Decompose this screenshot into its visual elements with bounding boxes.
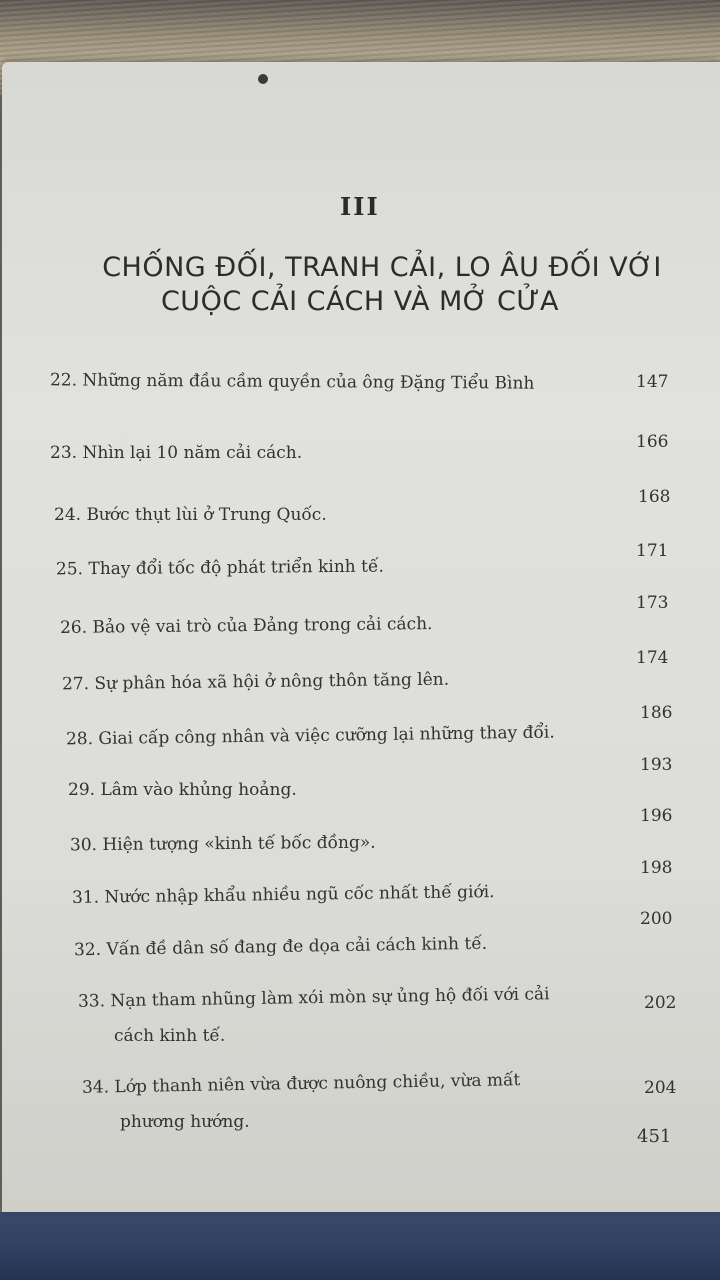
toc-page-28: 186 <box>640 703 673 723</box>
toc-entry-34-continued: phương hướng. <box>120 1112 250 1132</box>
toc-entry-25: 25. Thay đổi tốc độ phát triển kinh tế. <box>55 556 384 580</box>
toc-entry-28: 28. Giai cấp công nhân và việc cưỡng lại những thay đổi. <box>65 722 555 750</box>
toc-entry-24: 24. Bước thụt lùi ở Trung Quốc. <box>54 505 327 525</box>
toc-page-23: 166 <box>636 432 669 452</box>
toc-entry-33-continued: cách kinh tế. <box>114 1026 226 1046</box>
page-number: 451 <box>637 1126 672 1147</box>
toc-page-22: 147 <box>636 372 669 392</box>
toc-entry-32: 32. Vấn đề dân số đang đe dọa cải cách kinh tế. <box>73 933 488 961</box>
toc-page-33: 202 <box>644 993 677 1013</box>
toc-page-34: 204 <box>644 1078 677 1098</box>
chapter-title-line-1: CHỐNG ĐỐI, TRANH CẢI, LO ÂU ĐỐI VỚI <box>102 252 662 283</box>
toc-page-25: 171 <box>636 541 669 561</box>
toc-entry-23: 23. Nhìn lại 10 năm cải cách. <box>50 443 303 463</box>
section-numeral: III <box>340 192 380 221</box>
ink-spot <box>258 74 268 84</box>
toc-entry-34: 34. Lớp thanh niên vừa được nuông chiều, vừa mất <box>81 1070 521 1098</box>
toc-page-31: 198 <box>640 858 673 878</box>
toc-page-32: 200 <box>640 909 673 929</box>
toc-entry-27: 27. Sự phân hóa xã hội ở nông thôn tăng lên. <box>61 669 450 695</box>
toc-entry-31: 31. Nước nhập khẩu nhiều ngũ cốc nhất thế giới. <box>71 882 495 908</box>
toc-page-30: 196 <box>640 806 673 826</box>
toc-page-24: 168 <box>638 487 671 507</box>
toc-entry-33: 33. Nạn tham nhũng làm xói mòn sự ủng hộ đối với cải <box>77 984 550 1012</box>
background-surface <box>0 1212 720 1280</box>
toc-page-27: 174 <box>636 648 669 668</box>
toc-page-26: 173 <box>636 593 669 613</box>
toc-entry-29: 29. Lâm vào khủng hoảng. <box>68 780 297 800</box>
toc-entry-22: 22. Những năm đầu cầm quyền của ông Đặng Tiểu Bình <box>49 370 535 394</box>
toc-entry-30: 30. Hiện tượng «kinh tế bốc đồng». <box>69 832 376 856</box>
toc-page-29: 193 <box>640 755 673 775</box>
toc-entry-26: 26. Bảo vệ vai trò của Đảng trong cải cách. <box>59 614 433 638</box>
chapter-title-line-2: CUỘC CẢI CÁCH VÀ MỞ CỬA <box>160 286 560 317</box>
